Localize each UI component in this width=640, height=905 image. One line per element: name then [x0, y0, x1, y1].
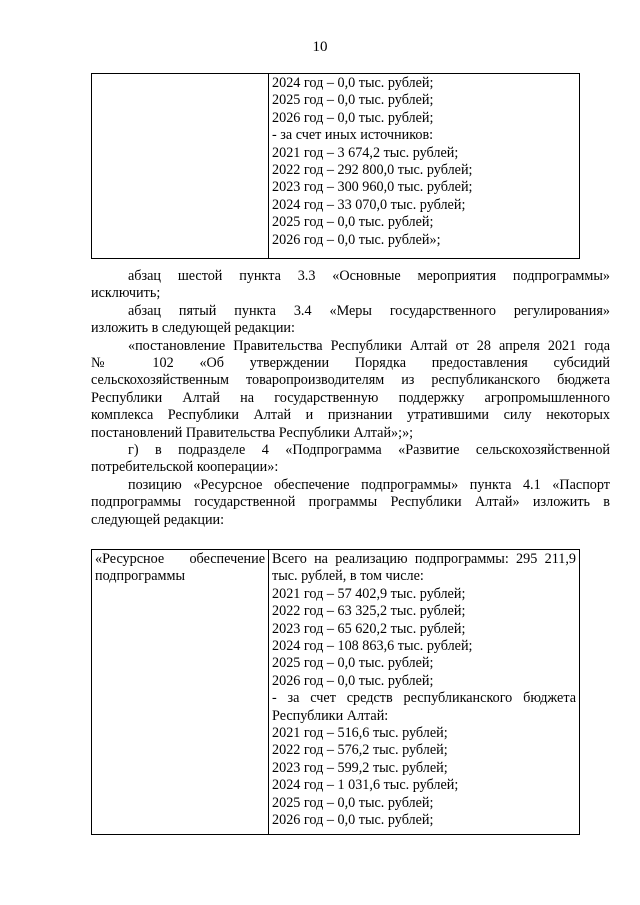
page-number: 10: [312, 39, 328, 55]
table-line: 2023 год – 599,2 тыс. рублей;: [272, 759, 448, 776]
table-cell-label: [92, 550, 269, 835]
table-line: 2025 год – 0,0 тыс. рублей;: [272, 92, 434, 109]
paragraph-line: сельскохозяйственным товаропроизводителям из республиканского бюджета: [91, 372, 610, 389]
table-cell-label: [92, 74, 269, 259]
paragraph-line: потребительской кооперации»:: [91, 459, 279, 476]
table-line: 2023 год – 300 960,0 тыс. рублей;: [272, 179, 473, 196]
paragraph-line: исключить;: [91, 285, 161, 302]
paragraph-line: постановлений Правительства Республики Алтай»;»;: [91, 424, 414, 441]
paragraph-line: позицию «Ресурсное обеспечение подпрограммы» пункта 4.1 «Паспорт: [128, 476, 610, 493]
table-line: 2023 год – 65 620,2 тыс. рублей;: [272, 620, 466, 637]
table-line: 2026 год – 0,0 тыс. рублей;: [272, 812, 434, 829]
table-row: [92, 550, 580, 835]
table-line: 2026 год – 0,0 тыс. рублей»;: [272, 231, 441, 248]
table-label-line: подпрограммы: [95, 568, 185, 585]
table-line: тыс. рублей, в том числе:: [272, 568, 424, 585]
table-line: 2021 год – 57 402,9 тыс. рублей;: [272, 585, 466, 602]
document-body: [91, 268, 610, 529]
table-line: 2025 год – 0,0 тыс. рублей;: [272, 794, 434, 811]
table-line: 2022 год – 63 325,2 тыс. рублей;: [272, 603, 466, 620]
table-line: 2024 год – 108 863,6 тыс. рублей;: [272, 638, 473, 655]
table-label-line: «Ресурсное обеспечение: [95, 551, 265, 567]
funding-table-continued: [91, 73, 580, 259]
table-line: 2021 год – 3 674,2 тыс. рублей;: [272, 144, 459, 161]
table-line: 2021 год – 516,6 тыс. рублей;: [272, 725, 448, 742]
table-row: [92, 74, 580, 259]
paragraph-line: следующей редакции:: [91, 511, 225, 528]
table-line: 2025 год – 0,0 тыс. рублей;: [272, 214, 434, 231]
paragraph-line: № 102 «Об утверждении Порядка предоставления субсидий: [91, 355, 610, 372]
table-line: 2024 год – 0,0 тыс. рублей;: [272, 75, 434, 91]
table-line: - за счет средств республиканского бюджета: [272, 690, 576, 707]
table-line: 2022 год – 576,2 тыс. рублей;: [272, 742, 448, 759]
paragraph-line: комплекса Республики Алтай и признании утратившими силу некоторых: [91, 407, 610, 424]
paragraph-line: абзац пятый пункта 3.4 «Меры государственного регулирования»: [128, 302, 610, 319]
paragraph-line: абзац шестой пункта 3.3 «Основные мероприятия подпрограммы»: [128, 268, 610, 284]
paragraph-line: г) в подразделе 4 «Подпрограмма «Развитие сельскохозяйственной: [128, 442, 610, 459]
table-line: - за счет иных источников:: [272, 127, 434, 144]
table-cell-values: [269, 74, 580, 259]
table-line: 2026 год – 0,0 тыс. рублей;: [272, 672, 434, 689]
paragraph-line: изложить в следующей редакции:: [91, 320, 295, 337]
table-line: 2025 год – 0,0 тыс. рублей;: [272, 655, 434, 672]
table-line: 2024 год – 33 070,0 тыс. рублей;: [272, 196, 466, 213]
table-line: 2022 год – 292 800,0 тыс. рублей;: [272, 162, 473, 179]
table-line: 2026 год – 0,0 тыс. рублей;: [272, 109, 434, 126]
paragraph-line: подпрограммы государственной программы Республики Алтай» изложить в: [91, 494, 610, 511]
resource-provision-table: [91, 549, 580, 835]
paragraph-line: Республики Алтай на государственную поддержку агропромышленного: [91, 389, 610, 406]
table-line: Всего на реализацию подпрограммы: 295 211,9: [272, 551, 576, 567]
table-cell-values: [269, 550, 580, 835]
paragraph-line: «постановление Правительства Республики Алтай от 28 апреля 2021 года: [128, 337, 610, 354]
table-line: Республики Алтай:: [272, 707, 389, 724]
table-line: 2024 год – 1 031,6 тыс. рублей;: [272, 777, 459, 794]
